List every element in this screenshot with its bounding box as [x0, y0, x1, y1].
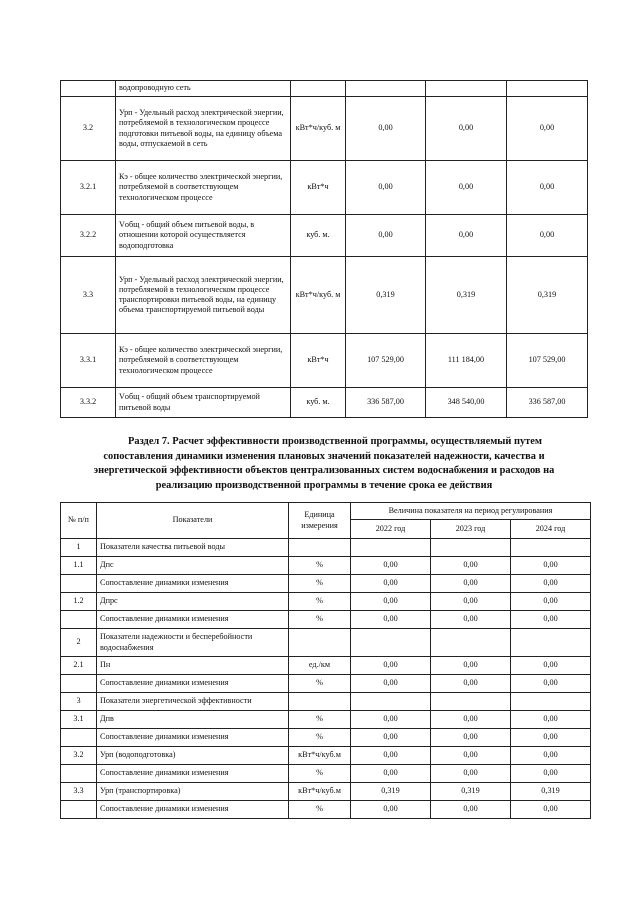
table-row	[61, 711, 591, 729]
value-2022: 0,319	[351, 783, 431, 801]
value-2022: 0,00	[351, 729, 431, 747]
value-2022: 0,00	[351, 575, 431, 593]
row-description: Урп - Удельный расход электрической энергии, потребляемой в технологическом процессе транспортировки питьевой воды, на единицу объема транспортируемой питьевой воды	[116, 257, 291, 334]
value-2022: 0,00	[351, 711, 431, 729]
row-unit: кВт*ч/куб. м	[291, 257, 346, 334]
row-number: 1.2	[61, 593, 97, 611]
row-number	[61, 765, 97, 783]
row-unit	[289, 539, 351, 557]
row-description: Vобщ - общий объем транспортируемой питьевой воды	[116, 388, 291, 418]
value-2023: 0,00	[431, 657, 511, 675]
table-row	[61, 215, 588, 257]
value-2024: 0,00	[507, 161, 588, 215]
table-row	[61, 611, 591, 629]
value-2024	[507, 81, 588, 97]
section-7-heading	[48, 435, 600, 493]
table-row	[61, 97, 588, 161]
row-unit: кВт*ч	[291, 161, 346, 215]
value-2023: 0,00	[426, 97, 507, 161]
row-description: Кэ - общее количество электрической энергии, потребляемой в соответствующем технологическом процессе	[116, 334, 291, 388]
table-row	[61, 675, 591, 693]
value-2023: 111 184,00	[426, 334, 507, 388]
row-indicator: Сопоставление динамики изменения	[97, 611, 289, 629]
row-unit: %	[289, 557, 351, 575]
value-2024: 0,319	[511, 783, 591, 801]
value-2024: 0,00	[507, 97, 588, 161]
value-2023: 0,00	[431, 557, 511, 575]
header-year-2023: 2023 год	[431, 520, 511, 539]
table-row	[61, 629, 591, 657]
header-year-2024: 2024 год	[511, 520, 591, 539]
row-description: Урп - Удельный расход электрической энергии, потребляемой в технологическом процессе подготовки питьевой воды, на единицу объема воды, отпускаемой в сеть	[116, 97, 291, 161]
row-indicator: Показатели качества питьевой воды	[97, 539, 289, 557]
value-2024	[511, 539, 591, 557]
value-2022: 0,00	[351, 611, 431, 629]
row-unit: ед./км	[289, 657, 351, 675]
value-2023: 0,00	[431, 747, 511, 765]
value-2024: 0,00	[511, 765, 591, 783]
heading-line: реализацию производственной программы в течение срока ее действия	[155, 479, 493, 491]
row-indicator: Сопоставление динамики изменения	[97, 765, 289, 783]
row-number	[61, 675, 97, 693]
value-2023: 0,319	[431, 783, 511, 801]
value-2024	[511, 629, 591, 657]
table-row	[61, 729, 591, 747]
value-2022: 0,00	[351, 765, 431, 783]
value-2024: 336 587,00	[507, 388, 588, 418]
value-2022: 336 587,00	[346, 388, 426, 418]
value-2023: 0,00	[426, 215, 507, 257]
value-2023: 0,00	[431, 801, 511, 819]
table-row	[61, 334, 588, 388]
value-2023: 0,00	[431, 675, 511, 693]
row-indicator: Дпрс	[97, 593, 289, 611]
row-unit: куб. м.	[291, 388, 346, 418]
value-2022	[351, 539, 431, 557]
table-header-row	[61, 503, 591, 520]
row-number: 3.1	[61, 711, 97, 729]
row-number: 3.3	[61, 783, 97, 801]
row-number	[61, 801, 97, 819]
row-unit: кВт*ч/куб. м	[291, 97, 346, 161]
row-unit: %	[289, 675, 351, 693]
table-row	[61, 539, 591, 557]
row-indicator: Сопоставление динамики изменения	[97, 575, 289, 593]
table-row	[61, 783, 591, 801]
value-2023: 0,00	[431, 611, 511, 629]
value-2023: 0,00	[431, 575, 511, 593]
row-unit: %	[289, 593, 351, 611]
value-2024: 0,00	[511, 675, 591, 693]
heading-line: Раздел 7. Расчет эффективности производственной программы, осуществляемый путем	[128, 436, 542, 447]
value-2022: 0,00	[346, 161, 426, 215]
value-2023: 348 540,00	[426, 388, 507, 418]
value-2024: 0,319	[507, 257, 588, 334]
row-unit: кВт*ч	[291, 334, 346, 388]
value-2022: 0,00	[351, 557, 431, 575]
value-2022: 0,00	[346, 97, 426, 161]
row-number	[61, 729, 97, 747]
value-2024: 0,00	[511, 657, 591, 675]
value-2022	[351, 629, 431, 657]
value-2023: 0,00	[426, 161, 507, 215]
value-2023: 0,00	[431, 765, 511, 783]
row-unit	[289, 693, 351, 711]
row-number: 3.2.2	[61, 215, 116, 257]
row-indicator: Сопоставление динамики изменения	[97, 801, 289, 819]
value-2022: 0,319	[346, 257, 426, 334]
row-unit	[289, 629, 351, 657]
row-unit: кВт*ч/куб.м	[289, 783, 351, 801]
row-number: 3.2.1	[61, 161, 116, 215]
table-row	[61, 81, 588, 97]
row-description: водопроводную сеть	[116, 81, 291, 97]
value-2024: 0,00	[511, 611, 591, 629]
row-indicator: Дпв	[97, 711, 289, 729]
row-indicator: Показатели энергетической эффективности	[97, 693, 289, 711]
heading-line: энергетической эффективности объектов централизованных систем водоснабжения и расходов на	[93, 465, 555, 476]
efficiency-table	[60, 502, 591, 819]
heading-line: сопоставления динамики изменения плановых значений показателей надежности, качества и	[103, 450, 545, 462]
table-row	[61, 575, 591, 593]
row-description: Vобщ - общий объем питьевой воды, в отношении которой осуществляется водоподготовка	[116, 215, 291, 257]
row-number: 3.3.1	[61, 334, 116, 388]
value-2023	[431, 539, 511, 557]
table-row	[61, 765, 591, 783]
row-number: 3.2	[61, 97, 116, 161]
row-indicator: Показатели надежности и бесперебойности водоснабжения	[97, 629, 289, 657]
table-row	[61, 801, 591, 819]
row-number: 1.1	[61, 557, 97, 575]
row-number	[61, 611, 97, 629]
value-2023: 0,319	[426, 257, 507, 334]
table-row	[61, 388, 588, 418]
row-number: 1	[61, 539, 97, 557]
table-row	[61, 257, 588, 334]
row-indicator: Сопоставление динамики изменения	[97, 729, 289, 747]
table-row	[61, 161, 588, 215]
value-2024: 0,00	[511, 593, 591, 611]
value-2023: 0,00	[431, 729, 511, 747]
value-2024: 107 529,00	[507, 334, 588, 388]
indicators-table-continued	[60, 80, 588, 418]
value-2024: 0,00	[511, 557, 591, 575]
row-number: 3	[61, 693, 97, 711]
table-row	[61, 557, 591, 575]
header-unit: Единица измерения	[289, 503, 351, 539]
value-2022: 0,00	[351, 747, 431, 765]
value-2022: 0,00	[351, 801, 431, 819]
row-unit: кВт*ч/куб.м	[289, 747, 351, 765]
table-row	[61, 657, 591, 675]
value-2022: 0,00	[351, 593, 431, 611]
table-row	[61, 693, 591, 711]
row-indicator: Сопоставление динамики изменения	[97, 675, 289, 693]
value-2024: 0,00	[511, 575, 591, 593]
row-unit: %	[289, 575, 351, 593]
value-2022: 0,00	[351, 657, 431, 675]
header-indicators: Показатели	[97, 503, 289, 539]
header-year-2022: 2022 год	[351, 520, 431, 539]
value-2023	[431, 629, 511, 657]
value-2024: 0,00	[511, 729, 591, 747]
row-number: 3.2	[61, 747, 97, 765]
value-2022: 0,00	[351, 675, 431, 693]
table-row	[61, 747, 591, 765]
row-indicator: Пн	[97, 657, 289, 675]
value-2023	[426, 81, 507, 97]
row-indicator: Урп (водоподготовка)	[97, 747, 289, 765]
row-unit: %	[289, 801, 351, 819]
header-period: Величина показателя на период регулирования	[351, 503, 591, 520]
row-unit: %	[289, 611, 351, 629]
row-unit: куб. м.	[291, 215, 346, 257]
row-unit	[291, 81, 346, 97]
row-number: 2.1	[61, 657, 97, 675]
value-2022: 0,00	[346, 215, 426, 257]
value-2023: 0,00	[431, 711, 511, 729]
value-2023	[431, 693, 511, 711]
row-number	[61, 575, 97, 593]
row-unit: %	[289, 711, 351, 729]
value-2024: 0,00	[511, 747, 591, 765]
value-2024	[511, 693, 591, 711]
value-2022	[346, 81, 426, 97]
value-2024: 0,00	[511, 711, 591, 729]
row-number: 2	[61, 629, 97, 657]
row-indicator: Урп (транспортировка)	[97, 783, 289, 801]
value-2024: 0,00	[511, 801, 591, 819]
row-number: 3.3.2	[61, 388, 116, 418]
value-2024: 0,00	[507, 215, 588, 257]
row-description: Кэ - общее количество электрической энергии, потребляемой в соответствующем технологическом процессе	[116, 161, 291, 215]
header-number: № п/п	[61, 503, 97, 539]
row-unit: %	[289, 765, 351, 783]
row-unit: %	[289, 729, 351, 747]
value-2023: 0,00	[431, 593, 511, 611]
row-indicator: Дпс	[97, 557, 289, 575]
value-2022	[351, 693, 431, 711]
table-row	[61, 593, 591, 611]
value-2022: 107 529,00	[346, 334, 426, 388]
row-number	[61, 81, 116, 97]
row-number: 3.3	[61, 257, 116, 334]
